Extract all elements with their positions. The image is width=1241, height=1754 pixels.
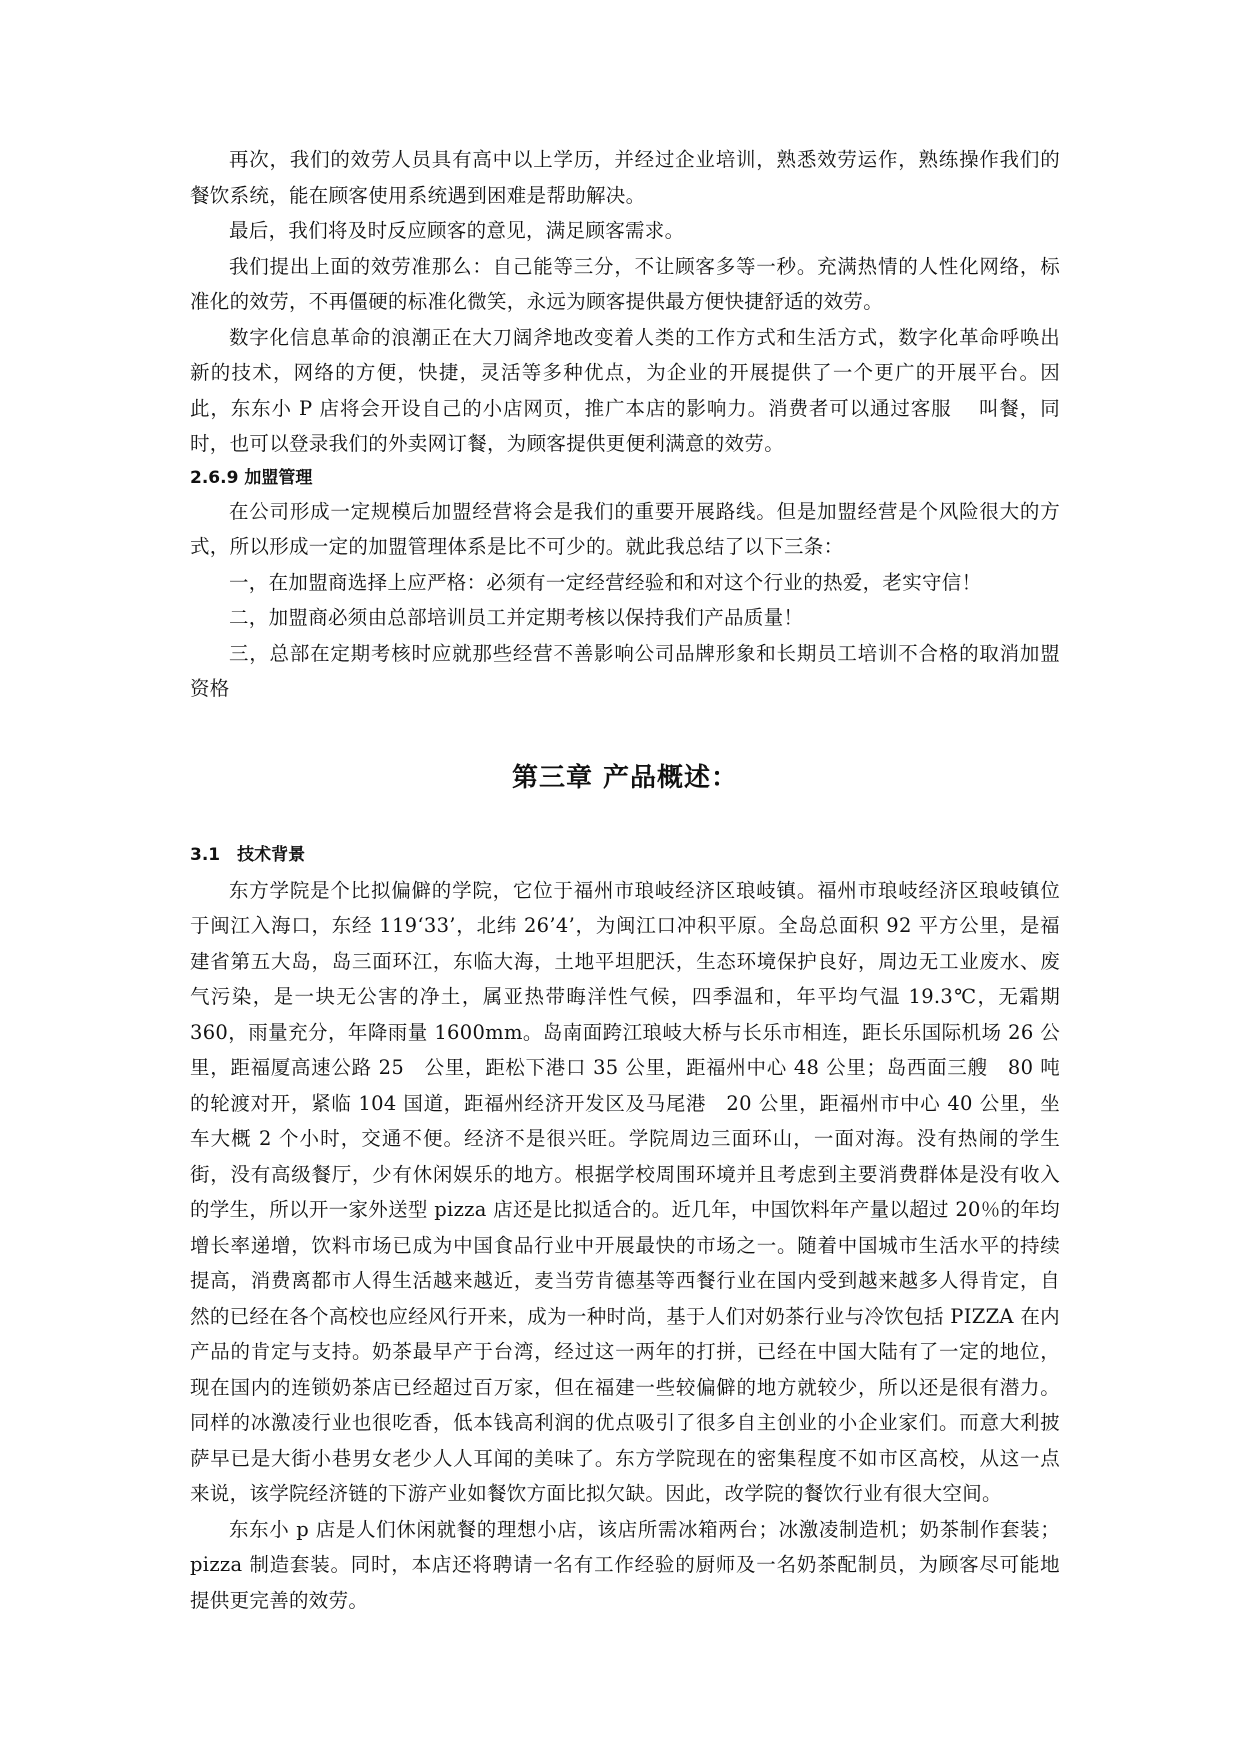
paragraph: 一，在加盟商选择上应严格：必须有一定经营经验和和对这个行业的热爱，老实守信！ xyxy=(229,570,982,594)
chapter-title: 第三章 产品概述： xyxy=(511,762,739,793)
paragraph: 东东小 p 店是人们休闲就餐的理想小店，该店所需冰箱两台；冰激凌制造机；奶茶制作套装；pizza 制造套装。同时，本店还将聘请一名有工作经验的厨师及一名奶茶配制员，为顾客尽可能地提供更完善的效劳。 xyxy=(190,1517,1060,1612)
paragraph: 数字化信息革命的浪潮正在大刀阔斧地改变着人类的工作方式和生活方式，数字化革命呼唤出新的技术，网络的方便，快捷，灵活等多种优点，为企业的开展提供了一个更广的开展平台。因此，东东小 P 店将会开设自己的小店网页，推广本店的影响力。消费者可以通过客服 叫餐，同时，也可以登录我们的外卖网订餐，为顾客提供更便利满意的效劳。 xyxy=(190,325,1060,455)
paragraph: 最后，我们将及时反应顾客的意见，满足顾客需求。 xyxy=(229,219,685,242)
paragraph: 东方学院是个比拟偏僻的学院，它位于福州市琅岐经济区琅岐镇。福州市琅岐经济区琅岐镇位于闽江入海口，东经 119‘33’，北纬 26’4’，为闽江口冲积平原。全岛总面积 92 平方公里，是福建省第五大岛，岛三面环江，东临大海，土地平坦肥沃，生态环境保护良好，周边无工业废水、废气污染，是一块无公害的净土，属亚热带晦洋性气候，四季温和，年平均气温 19.3℃，无霜期 360，雨量充分，年降雨量 1600mm。岛南面跨江琅岐大桥与长乐市相连，距长乐国际机场 26 公里，距福厦高速公路 25 公里，距松下港口 35 公里，距福州中心 48 公里；岛西面三艘 80 吨的轮渡对开，紧临 104 国道，距福州经济开发区及马尾港 20 公里，距福州市中心 40 公里，坐车大概 2 个小时，交通不便。经济不是很兴旺。学院周边三面环山，一面对海。没有热闹的学生街，没有高级餐厅，少有休闲娱乐的地方。根据学校周围环境并且考虑到主要消费群体是没有收入的学生，所以开一家外送型 pizza 店还是比拟适合的。近几年，中国饮料年产量以超过 20％的年均增长率递增，饮料市场已成为中国食品行业中开展最快的市场之一。随着中国城市生活水平的持续提高，消费离都市人得生活越来越近，麦当劳肯德基等西餐行业在国内受到越来越多人得肯定，自然的已经在各个高校也应经风行开来，成为一种时尚，基于人们对奶茶行业与冷饮包括 PIZZA 在内产品的肯定与支持。奶茶最早产于台湾，经过这一两年的打拼，已经在中国大陆有了一定的地位，现在国内的连锁奶茶店已经超过百万家，但在福建一些较偏僻的地方就较少，所以还是很有潜力。同样的冰激凌行业也很吃香，低本钱高利润的优点吸引了很多自主创业的小企业家们。而意大利披萨早已是大街小巷男女老少人人耳闻的美味了。东方学院现在的密集程度不如市区高校，从这一点来说，该学院经济链的下游产业如餐饮方面比拟欠缺。因此，改学院的餐饮行业有很大空间。 xyxy=(190,878,1060,1505)
document-page xyxy=(190,142,1060,1618)
section-heading-2-6-9: 2.6.9 加盟管理 xyxy=(190,467,313,488)
section-heading-3-1: 3.1 技术背景 xyxy=(190,844,306,865)
paragraph: 我们提出上面的效劳准那么：自己能等三分，不让顾客多等一秒。充满热情的人性化网络，标准化的效劳，不再僵硬的标准化微笑，永远为顾客提供最方便快捷舒适的效劳。 xyxy=(190,254,1060,313)
paragraph: 三，总部在定期考核时应就那些经营不善影响公司品牌形象和长期员工培训不合格的取消加盟资格 xyxy=(190,641,1060,700)
paragraph: 在公司形成一定规模后加盟经营将会是我们的重要开展路线。但是加盟经营是个风险很大的方式，所以形成一定的加盟管理体系是比不可少的。就此我总结了以下三条： xyxy=(190,499,1060,558)
paragraph: 二，加盟商必须由总部培训员工并定期考核以保持我们产品质量！ xyxy=(229,606,804,629)
paragraph: 再次，我们的效劳人员具有高中以上学历，并经过企业培训，熟悉效劳运作，熟练操作我们的餐饮系统，能在顾客使用系统遇到困难是帮助解决。 xyxy=(190,148,1060,207)
